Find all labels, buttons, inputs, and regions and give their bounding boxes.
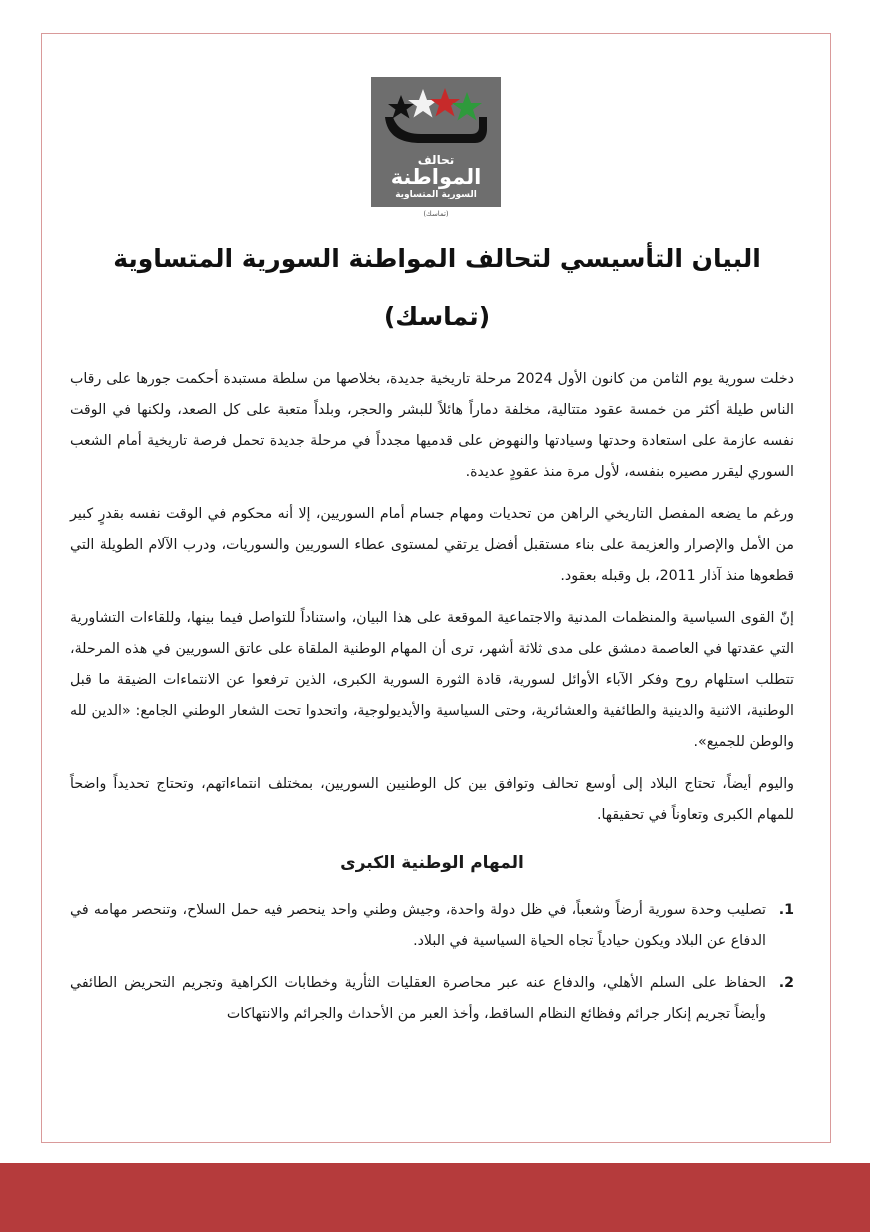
task-text: الحفاظ على السلم الأهلي، والدفاع عنه عبر محاصرة العقليات الثأرية وخطابات الكراهية وتجريم التحريض الطائفي وأيضاً تجريم إنكار جرائم وفظائع النظام الساقط، وأخذ العبر من الأحداث والجرائم والانتهاكات [70, 975, 766, 1022]
logo-text-line1: تحالف [417, 153, 455, 167]
logo-text-line3: السورية المتساوية [395, 190, 477, 200]
task-item-1 [70, 895, 794, 957]
logo-text-line2: المواطنة [390, 165, 482, 189]
document-body [70, 364, 794, 1041]
coalition-logo [371, 77, 501, 218]
paragraph-3: إنّ القوى السياسية والمنظمات المدنية والاجتماعية الموقعة على هذا البيان، واستناداً للتواصل فيما بينها، وللقاءات التشاورية التي عقدتها في العاصمة دمشق على مدى ثلاثة أشهر، ترى أن المهام الوطنية الملقاة على عاتق السوريين في هذه المرحلة، تتطلب استلهام روح وفكر الآباء الأوائل لسورية، قادة الثورة السورية الكبرى، الذين ترفعوا عن الانتماءات الضيقة ما قبل الوطنية، الاثنية والدينية والطائفية والعشائرية، وحتى السياسية والأيديولوجية، واتحدوا تحت الشعار الوطني الجامع: «الدين لله والوطن للجميع». [70, 610, 794, 750]
paragraph-4: واليوم أيضاً، تحتاج البلاد إلى أوسع تحالف وتوافق بين كل الوطنيين السوريين، بمختلف انتماءاتهم، وتحتاج تحديداً واضحاً للمهام الكبرى وتعاوناً في تحقيقها. [70, 776, 794, 823]
task-item-2 [70, 968, 794, 1030]
document-subtitle: (تماسك) [383, 302, 491, 331]
paragraph-2: ورغم ما يضعه المفصل التاريخي الراهن من تحديات ومهام جسام أمام السوريين، إلا أنه محكوم في الوقت نفسه بقدرٍ كبير من الأمل والإصرار والعزيمة على بناء مستقبل أفضل يرتقي لمستوى عطاء السوريين والسوريات، ودرب الآلام الطويلة التي قطعوها منذ آذار 2011، بل وقبله بعقود. [70, 506, 794, 584]
logo-emblem [371, 77, 501, 207]
task-number: 2. [778, 975, 794, 991]
footer-band [0, 1163, 870, 1232]
section-title: المهام الوطنية الكبرى [340, 853, 524, 873]
task-text: تصليب وحدة سورية أرضاً وشعباً، في ظل دولة واحدة، وجيش وطني واحد ينحصر فيه حمل السلاح، وتنحصر مهامه في الدفاع عن البلاد ويكون حيادياً تجاه الحياة السياسية في البلاد. [70, 902, 766, 949]
paragraph-1: دخلت سورية يوم الثامن من كانون الأول 2024 مرحلة تاريخية جديدة، بخلاصها من سلطة مستبدة أحكمت جورها على رقاب الناس طيلة أكثر من خمسة عقود متتالية، مخلفة دماراً هائلاً للبشر والحجر، وبلداً متعبة على كل الصعد، ولكنها في الوقت نفسه عازمة على استعادة وحدتها وسيادتها والنهوض على قدميها مجدداً في مرحلة جديدة تحمل فرصة تاريخية أمام الشعب السوري ليقرر مصيره بنفسه، لأول مرة منذ عقودٍ عديدة. [70, 371, 794, 480]
task-number: 1. [778, 902, 794, 918]
document-frame [41, 33, 831, 1143]
logo-caption: (تماسك) [423, 210, 449, 218]
document-title: البيان التأسيسي لتحالف المواطنة السورية المتساوية [113, 244, 761, 273]
